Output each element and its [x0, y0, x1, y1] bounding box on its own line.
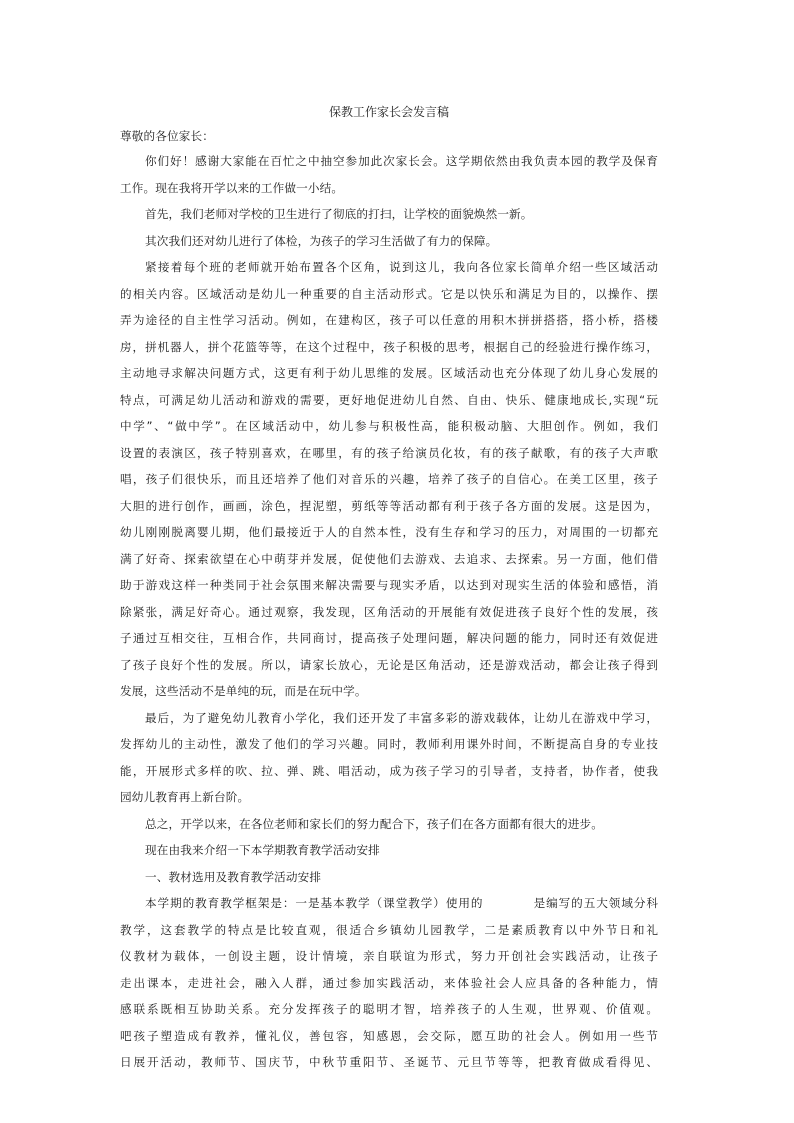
text-line: 子通过互相交往，互相合作，共同商讨，提高孩子处理问题，解决问题的能力，同时还有效促进: [120, 631, 658, 645]
text-line: 满了好奇、探索欲望在心中萌芽并发展，促使他们去游戏、去追求、去探索。另一方面，他们借: [120, 551, 658, 566]
document-body: [120, 124, 658, 1076]
text-line: 日展开活动，教师节、国庆节，中秋节重阳节、圣诞节、元旦节等等，把教育做成看得见、: [120, 1055, 658, 1069]
text-line: 你们好！感谢大家能在百忙之中抽空参加此次家长会。这学期依然由我负责本园的教学及保育: [145, 154, 658, 168]
text-line: 中学”、“做中学”。在区域活动中，幼儿参与积极性高，能积极动脑、大胆创作。例如，我们: [120, 419, 658, 433]
document-page: [120, 100, 658, 1076]
text-line: 走出课本，走进社会，融入人群，通过参加实践活动，来体验社会人应具备的各种能力，情: [120, 975, 658, 990]
text-line: 房，拼机器人，拼个花篮等等，在这个过程中，孩子积极的思考，根据自己的经验进行操作练习，: [120, 339, 658, 354]
text-line: 现在由我来介绍一下本学期教育教学活动安排: [145, 843, 380, 857]
text-line: 首先，我们老师对学校的卫生进行了彻底的打扫，让学校的面貌焕然一新。: [145, 207, 533, 221]
text-line: 其次我们还对幼儿进行了体检，为孩子的学习生活做了有力的保障。: [145, 233, 498, 248]
text-line: 吧孩子塑造成有教养，懂礼仪，善包容，知感恩，会交际，愿互助的社会人。例如用一些节: [120, 1028, 658, 1043]
text-line: 工作。现在我将开学以来的工作做一小结。: [120, 180, 344, 195]
text-line: 感联系既相互协助关系。充分发挥孩子的聪明才智，培养孩子的人生观，世界观、价值观。: [120, 1002, 658, 1016]
text-line: 发展，这些活动不是单纯的玩，而是在玩中学。: [120, 684, 367, 698]
text-line: 总之，开学以来，在各位老师和家长们的努力配合下，孩子们在各方面都有很大的进步。: [145, 816, 604, 831]
text-line: 本学期的教育教学框架是：一是基本教学（课堂教学）使用的 是编写的五大领域分科: [145, 896, 658, 910]
text-line: 助于游戏这样一种类同于社会氛围来解决需要与现实矛盾，以达到对现实生活的体验和感悟，消: [120, 578, 658, 592]
text-line: 主动地寻求解决问题方式，这更有利于幼儿思维的发展。区域活动也充分体现了幼儿身心发展的: [120, 366, 658, 380]
text-line: 的相关内容。区域活动是幼儿一种重要的自主活动形式。它是以快乐和满足为目的，以操作、摆: [120, 286, 658, 301]
text-line: 唱，孩子们很快乐，而且还培养了他们对音乐的兴趣，培养了孩子的自信心。在美工区里，孩子: [120, 472, 658, 486]
text-line: 教学，这套教学的特点是比较直观，很适合乡镇幼儿园教学，二是素质教育以中外节日和礼: [120, 922, 658, 937]
text-line: 发挥幼儿的主动性，激发了他们的学习兴趣。同时，教师利用课外时间，不断提高自身的专业技: [120, 737, 658, 751]
text-line: 能，开展形式多样的吹、拉、弹、跳、唱活动，成为孩子学习的引导者，支持者，协作者，使我: [120, 763, 658, 778]
text-line: 最后，为了避免幼儿教育小学化，我们还开发了丰富多彩的游戏载体，让幼儿在游戏中学习，: [145, 710, 658, 725]
text-line: 大胆的进行创作，画画，涂色，捏泥塑，剪纸等等活动都有利于孩子各方面的发展。这是因为，: [120, 498, 658, 513]
salutation: 尊敬的各位家长：: [120, 129, 214, 143]
text-line: 一、教材选用及教育教学活动安排: [145, 869, 322, 884]
text-line: 特点，可满足幼儿活动和游戏的需要，更好地促进幼儿自然、自由、快乐、健康地成长,实现“玩: [120, 392, 658, 407]
text-line: 了孩子良好个性的发展。所以，请家长放心，无论是区角活动，还是游戏活动，都会让孩子得到: [120, 657, 658, 672]
text-line: 幼儿刚刚脱离婴儿期，他们最接近于人的自然本性，没有生存和学习的压力，对周围的一切都充: [120, 525, 658, 539]
text-line: 仪教材为载体，一创设主题，设计情境，亲自联谊为形式，努力开创社会实践活动，让孩子: [120, 949, 658, 963]
text-line: 弄为途径的自主性学习活动。例如，在建构区，孩子可以任意的用积木拼拼搭搭，搭小桥，搭楼: [120, 313, 658, 327]
document-title: 保教工作家长会发言稿: [328, 105, 449, 119]
text-line: 除紧张，满足好奇心。通过观察，我发现，区角活动的开展能有效促进孩子良好个性的发展，孩: [120, 604, 658, 619]
text-line: 设置的表演区，孩子特别喜欢，在哪里，有的孩子给演员化妆，有的孩子献歌，有的孩子大声歌: [120, 445, 658, 460]
text-line: 园幼儿教育再上新台阶。: [120, 790, 250, 804]
text-line: 紧接着每个班的老师就开始布置各个区角，说到这儿，我向各位家长简单介绍一些区域活动: [145, 260, 658, 274]
